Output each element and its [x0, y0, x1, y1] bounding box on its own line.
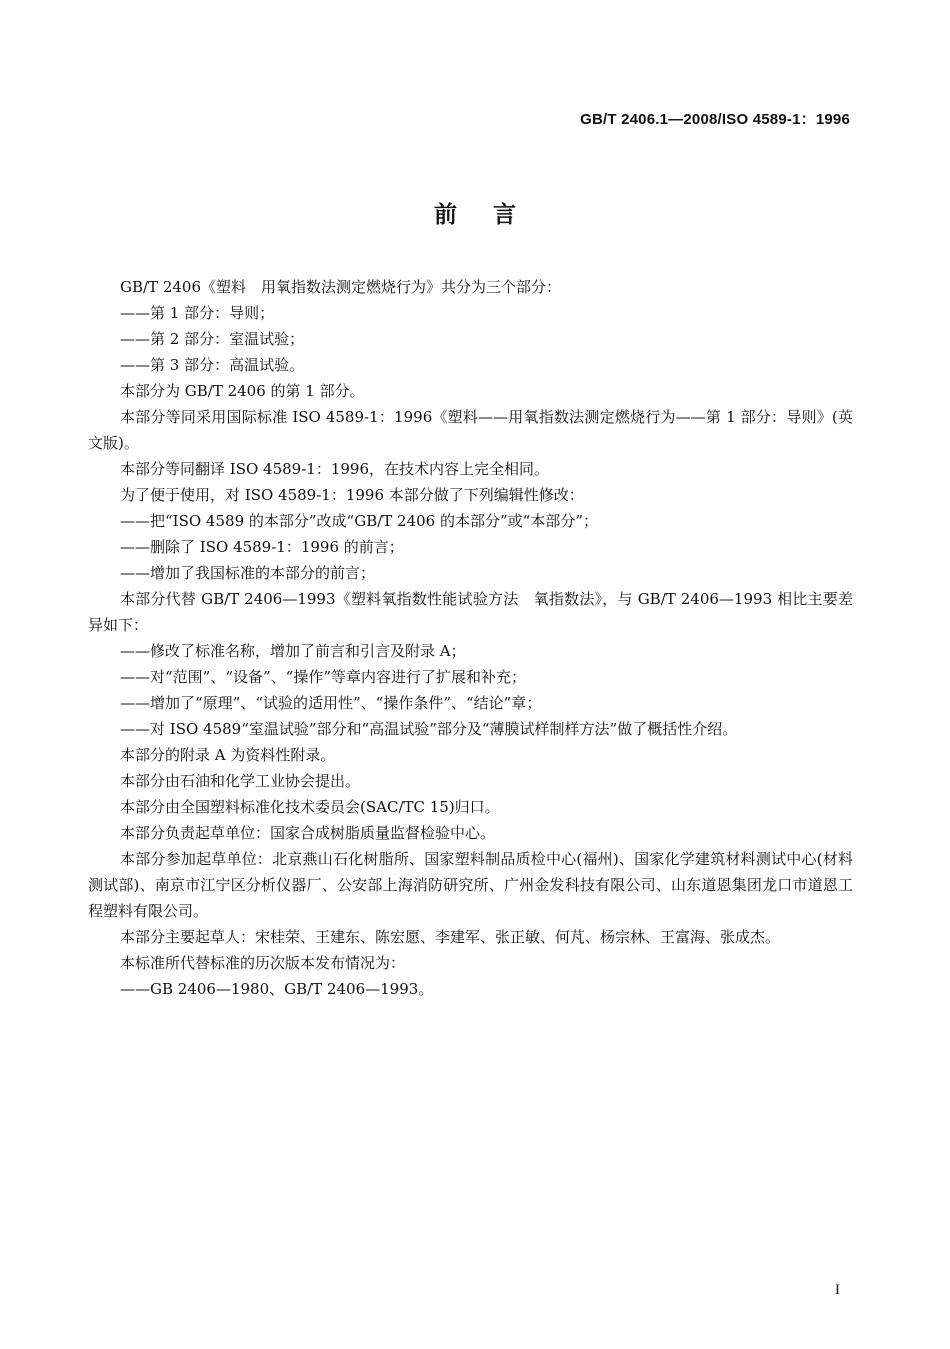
- page-title: 前言: [434, 202, 552, 228]
- list-item: ——修改了标准名称，增加了前言和引言及附录 A；: [120, 642, 466, 660]
- list-item: ——第 3 部分：高温试验。: [120, 356, 305, 374]
- list-item: ——对 ISO 4589“室温试验”部分和“高温试验”部分及“薄膜试样制样方法”做了概括性介绍。: [120, 720, 738, 738]
- paragraph: 本标准所代替标准的历次版本发布情况为：: [120, 954, 406, 972]
- paragraph: 本部分由全国塑料标准化技术委员会(SAC/TC 15)归口。: [120, 798, 500, 816]
- paragraph: 本部分主要起草人：宋桂荣、王建东、陈宏愿、李建军、张正敏、何芃、杨宗林、王富海、张成杰。: [120, 928, 781, 946]
- paragraph: 本部分等同翻译 ISO 4589-1：1996，在技术内容上完全相同。: [120, 460, 549, 478]
- foreword-body: [88, 274, 853, 1002]
- list-item: ——GB 2406—1980、GB/T 2406—1993。: [120, 980, 434, 998]
- list-item: ——增加了我国标准的本部分的前言；: [120, 564, 376, 582]
- paragraph: 本部分参加起草单位：北京燕山石化树脂所、国家塑料制品质检中心(福州)、国家化学建筑材料测试中心(材料测试部)、南京市江宁区分析仪器厂、公安部上海消防研究所、广州金发科技有限公司、山东道恩集团龙口市道恩工程塑料有限公司。: [88, 850, 853, 920]
- paragraph: 本部分为 GB/T 2406 的第 1 部分。: [120, 382, 365, 400]
- paragraph: 本部分由石油和化学工业协会提出。: [120, 772, 361, 790]
- paragraph: 本部分等同采用国际标准 ISO 4589-1：1996《塑料——用氧指数法测定燃烧行为——第 1 部分：导则》(英文版)。: [88, 408, 853, 452]
- paragraph: GB/T 2406《塑料 用氧指数法测定燃烧行为》共分为三个部分：: [120, 278, 562, 296]
- paragraph: 本部分负责起草单位：国家合成树脂质量监督检验中心。: [120, 824, 496, 842]
- list-item: ——把“ISO 4589 的本部分”改成“GB/T 2406 的本部分”或“本部分”；: [120, 512, 598, 530]
- list-item: ——对“范围”、“设备”、“操作”等章内容进行了扩展和补充；: [120, 668, 527, 686]
- list-item: ——删除了 ISO 4589-1：1996 的前言；: [120, 538, 404, 556]
- page-number: I: [835, 1282, 840, 1298]
- paragraph: 为了便于使用，对 ISO 4589-1：1996 本部分做了下列编辑性修改：: [120, 486, 584, 504]
- paragraph: 本部分的附录 A 为资料性附录。: [120, 746, 336, 764]
- list-item: ——第 1 部分：导则；: [120, 304, 275, 322]
- list-item: ——增加了“原理”、“试验的适用性”、“操作条件”、“结论”章；: [120, 694, 542, 712]
- standard-code: GB/T 2406.1—2008/ISO 4589-1：1996: [580, 111, 850, 128]
- paragraph: 本部分代替 GB/T 2406—1993《塑料氧指数性能试验方法 氧指数法》，与 GB/T 2406—1993 相比主要差异如下：: [88, 590, 853, 634]
- list-item: ——第 2 部分：室温试验；: [120, 330, 305, 348]
